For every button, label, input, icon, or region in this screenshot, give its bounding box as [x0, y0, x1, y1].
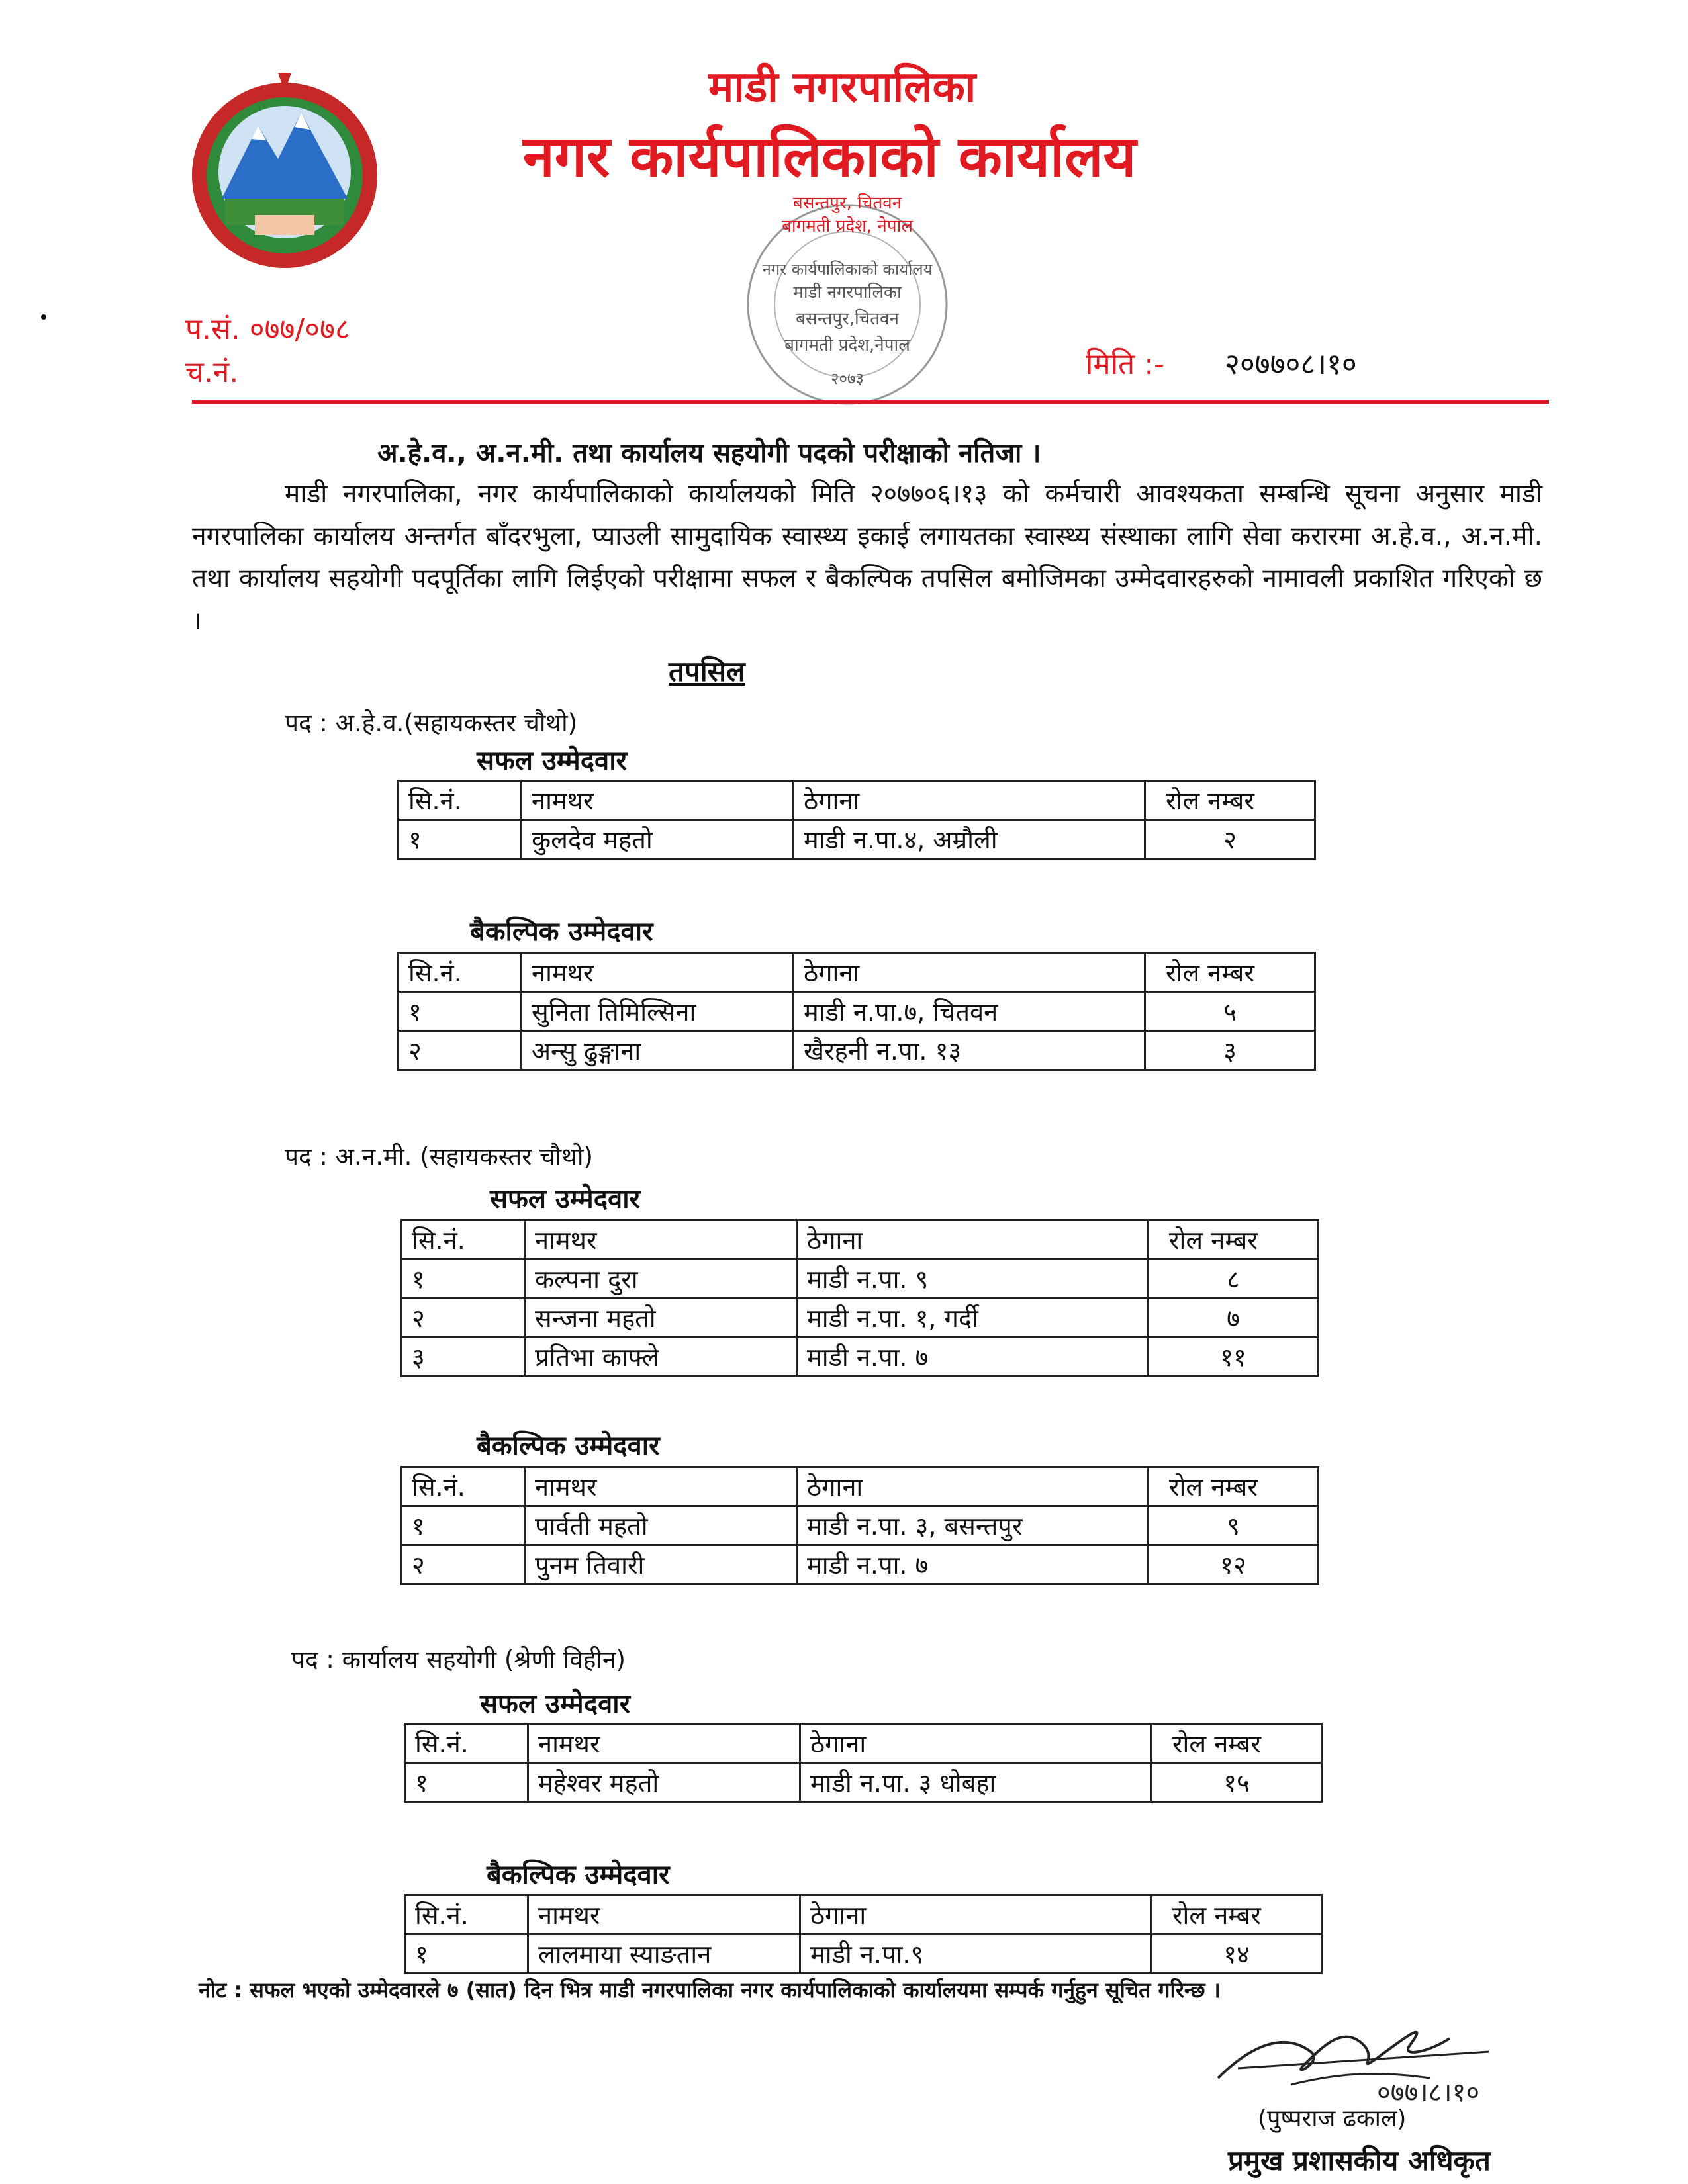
cell-sn: १ [399, 992, 522, 1031]
col-name: नामथर [522, 953, 794, 992]
cell-name: पुनम तिवारी [525, 1545, 797, 1584]
cell-address: माडी न.पा. ३ धोबहा [800, 1763, 1152, 1802]
table-row [402, 1545, 1319, 1584]
cell-sn: १ [405, 1763, 528, 1802]
col-sn: सि.नं. [405, 1724, 528, 1763]
cell-address: खैरहनी न.पा. १३ [794, 1031, 1145, 1070]
signature-date: ०७७।८।१० [1377, 2077, 1480, 2105]
cell-sn: २ [402, 1545, 525, 1584]
alternate-heading: बैकल्पिक उम्मेदवार [487, 1860, 670, 1890]
col-address: ठेगाना [800, 1724, 1152, 1763]
table-row [402, 1506, 1319, 1545]
stamp-red-line2: बागमती प्रदेश, नेपाल [782, 216, 913, 236]
table-header-row [399, 781, 1315, 820]
signatory-title: प्रमुख प्रशासकीय अधिकृत [1228, 2144, 1491, 2177]
cell-roll: ५ [1145, 992, 1315, 1031]
dispatch-number: च.नं. [185, 355, 239, 389]
nepal-emblem-logo [185, 66, 384, 285]
col-address: ठेगाना [794, 953, 1145, 992]
date-label: मिति :- [1086, 347, 1164, 381]
col-roll: रोल नम्बर [1152, 1895, 1322, 1934]
cell-name: लालमाया स्याङतान [528, 1934, 800, 1974]
col-sn: सि.नं. [405, 1895, 528, 1934]
cell-sn: २ [399, 1031, 522, 1070]
stamp-line2: माडी नगरपालिका [793, 283, 902, 302]
success-heading: सफल उम्मेदवार [480, 1689, 630, 1719]
result-table [404, 1723, 1323, 1803]
col-name: नामथर [525, 1467, 797, 1506]
cell-sn: १ [399, 820, 522, 859]
table-row [402, 1338, 1319, 1377]
col-address: ठेगाना [797, 1220, 1149, 1259]
success-heading: सफल उम्मेदवार [490, 1184, 640, 1214]
table-row [402, 1259, 1319, 1298]
stamp-red-line1: बसन्तपुर, चितवन [792, 193, 902, 213]
col-name: नामथर [525, 1220, 797, 1259]
scan-speck [41, 314, 46, 320]
col-sn: सि.नं. [399, 781, 522, 820]
cell-name: सुनिता तिमिल्सिना [522, 992, 794, 1031]
header-divider [192, 400, 1549, 404]
stamp-line4: बागमती प्रदेश,नेपाल [784, 336, 910, 355]
cell-roll: २ [1145, 820, 1315, 859]
stamp-line3: बसन्तपुर,चितवन [796, 309, 899, 329]
notice-subject: अ.हे.व., अ.न.मी. तथा कार्यालय सहयोगी पदको परीक्षाको नतिजा । [377, 438, 1041, 469]
result-table [397, 780, 1316, 860]
table-row [399, 992, 1315, 1031]
col-address: ठेगाना [794, 781, 1145, 820]
table-header-row [402, 1220, 1319, 1259]
cell-name: महेश्वर महतो [528, 1763, 800, 1802]
alternate-heading: बैकल्पिक उम्मेदवार [477, 1431, 660, 1461]
cell-name: पार्वती महतो [525, 1506, 797, 1545]
cell-sn: १ [402, 1259, 525, 1298]
notice-body [192, 473, 1542, 643]
cell-address: माडी न.पा.९ [800, 1934, 1152, 1974]
office-stamp [722, 192, 973, 417]
col-address: ठेगाना [800, 1895, 1152, 1934]
table-row [405, 1934, 1322, 1974]
table-row [399, 1031, 1315, 1070]
col-roll: रोल नम्बर [1145, 781, 1315, 820]
cell-roll: ९ [1149, 1506, 1319, 1545]
col-roll: रोल नम्बर [1145, 953, 1315, 992]
col-address: ठेगाना [797, 1467, 1149, 1506]
municipality-name: माडी नगरपालिका [708, 63, 976, 112]
stamp-line1: नगर कार्यपालिकाको कार्यालय [762, 260, 933, 279]
table-row [399, 820, 1315, 859]
col-name: नामथर [528, 1724, 800, 1763]
table-row [402, 1298, 1319, 1338]
cell-roll: १२ [1149, 1545, 1319, 1584]
cell-roll: १४ [1152, 1934, 1322, 1974]
col-sn: सि.नं. [402, 1220, 525, 1259]
cell-address: माडी न.पा. ७ [797, 1545, 1149, 1584]
col-name: नामथर [528, 1895, 800, 1934]
result-table [397, 952, 1316, 1071]
cell-sn: १ [405, 1934, 528, 1974]
cell-roll: १५ [1152, 1763, 1322, 1802]
table-header-row [402, 1467, 1319, 1506]
details-heading: तपसिल [669, 655, 745, 688]
col-roll: रोल नम्बर [1149, 1220, 1319, 1259]
cell-roll: ७ [1149, 1298, 1319, 1338]
reference-number: प.सं. ०७७/०७८ [185, 312, 350, 346]
cell-name: सन्जना महतो [525, 1298, 797, 1338]
post-heading: पद : अ.न.मी. (सहायकस्तर चौथो) [285, 1142, 593, 1171]
cell-address: माडी न.पा. ३, बसन्तपुर [797, 1506, 1149, 1545]
signatory-name: (पुष्पराज ढकाल) [1258, 2105, 1407, 2132]
table-row [405, 1763, 1322, 1802]
cell-sn: ३ [402, 1338, 525, 1377]
cell-roll: ११ [1149, 1338, 1319, 1377]
col-sn: सि.नं. [399, 953, 522, 992]
cell-roll: ८ [1149, 1259, 1319, 1298]
footer-note: नोट : सफल भएको उम्मेदवारले ७ (सात) दिन भित्र माडी नगरपालिका नगर कार्यपालिकाको कार्यालयमा सम्पर्क गर्नुहुन सूचित गरिन्छ । [199, 1978, 1221, 2003]
cell-name: प्रतिभा काफ्ले [525, 1338, 797, 1377]
cell-address: माडी न.पा.४, अम्रौली [794, 820, 1145, 859]
signature-scribble [1211, 2005, 1516, 2105]
office-name: नगर कार्यपालिकाको कार्यालय [523, 124, 1137, 190]
cell-address: माडी न.पा.७, चितवन [794, 992, 1145, 1031]
cell-name: कुलदेव महतो [522, 820, 794, 859]
table-header-row [405, 1895, 1322, 1934]
cell-address: माडी न.पा. १, गर्दी [797, 1298, 1149, 1338]
cell-name: कल्पना दुरा [525, 1259, 797, 1298]
notice-body-text: माडी नगरपालिका, नगर कार्यपालिकाको कार्यालयको मिति २०७७०६।१३ को कर्मचारी आवश्यकता सम्बन्धि सूचना अनुसार माडी नगरपालिका कार्यालय अन्तर्गत बाँदरभुला, प्याउली सामुदायिक स्वास्थ्य इकाई लगायतका स्वास्थ्य संस्थाका लागि सेवा करारमा अ.हे.व., अ.न.मी. तथा कार्यालय सहयोगी पदपूर्तिका लागि लिईएको परीक्षामा सफल र बैकल्पिक तपसिल बमोजिमका उम्मेदवारहरुको नामावली प्रकाशित गरिएको छ । [192, 479, 1542, 636]
table-header-row [405, 1724, 1322, 1763]
cell-address: माडी न.पा. ९ [797, 1259, 1149, 1298]
cell-sn: १ [402, 1506, 525, 1545]
success-heading: सफल उम्मेदवार [477, 746, 627, 776]
result-table [400, 1219, 1319, 1377]
cell-sn: २ [402, 1298, 525, 1338]
post-heading: पद : कार्यालय सहयोगी (श्रेणी विहीन) [291, 1645, 626, 1674]
post-heading: पद : अ.हे.व.(सहायकस्तर चौथो) [285, 709, 578, 737]
col-roll: रोल नम्बर [1149, 1467, 1319, 1506]
col-roll: रोल नम्बर [1152, 1724, 1322, 1763]
col-name: नामथर [522, 781, 794, 820]
date-value: २०७७०८।१० [1225, 347, 1357, 381]
col-sn: सि.नं. [402, 1467, 525, 1506]
cell-roll: ३ [1145, 1031, 1315, 1070]
stamp-line5: २०७३ [831, 369, 864, 388]
result-table [400, 1466, 1319, 1585]
cell-name: अन्सु ढुङ्गाना [522, 1031, 794, 1070]
alternate-heading: बैकल्पिक उम्मेदवार [470, 917, 653, 947]
result-table [404, 1894, 1323, 1974]
cell-address: माडी न.पा. ७ [797, 1338, 1149, 1377]
table-header-row [399, 953, 1315, 992]
